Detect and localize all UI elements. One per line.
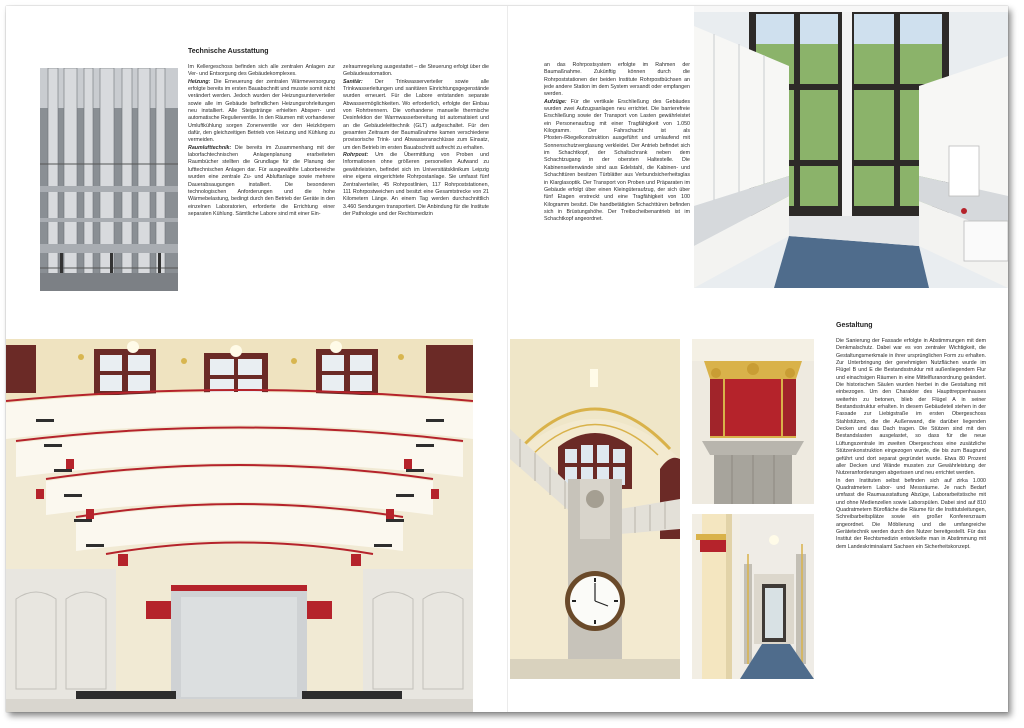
section-title-technik: Technische Ausstattung bbox=[188, 48, 269, 55]
photo-column-capital bbox=[692, 339, 814, 504]
paragraph: Raumlufttechnik: Die bereits im Zusammenhang mit der laborfachtechnischen Anlagenplanung erarbeiteten Raumbücher stellten die Grundlage für die Planung der lufttechnischen Anlagen dar. Für ausgewählte Laborbereiche wurden eine zentrale Zu- und Abluftanlage sowie mehrere Dauerabsaugungen installiert. Die besonderen technologischen Anforderungen und die hohe Wärmebelastung, bedingt durch den Betrieb der Geräte in den einzelnen Laboratorien, erforderte die Errichtung einer separaten Kühlung. Sämtliche Labore sind mit einer Ein- bbox=[188, 144, 335, 217]
text-column-2 bbox=[343, 64, 489, 296]
right-page bbox=[508, 6, 1008, 712]
text-column-4 bbox=[836, 338, 986, 703]
paragraph: Die Sanierung der Fassade erfolgte in Abstimmungen mit dem Denkmalschutz. Dabei war es von zentraler Wichtigkeit, die Gestaltungsmerkmale in ihrer ursprünglichen Form zu erhalten. Zur Unterbringung der genehmigten Nutzflächen wurde im Flügel B und E die Bestandsstruktur mit außenliegendem Flur und einachsigen Räumen in eine Mittelfluranordnung geändert. Die historischen Säulen wurden hierbei in die Gestaltung mit einbezogen. Um den Charakter des Haupttreppenhauses weiterhin zu betonen, blieb der Flügel A in seiner Bestandsstruktur erhalten. In diesem Gebäudeteil stehen in der Fassade zur Liebigstraße im ersten Obergeschoss Stahlstützen, die die Außenwand, die darüber liegenden Decken und das Dach tragen. Die Stützen sind mit den Bestandslasten ausgelastet, so dass für die neue Lüftungszentrale im zweiten Obergeschoss eine zusätzliche Stützenkonstruktion eingezogen wurde, die bis zum Baugrund geführt und dort separat gegründet wurde. Etwa 80 Prozent aller Decken und Wände mussten zur Gewährleistung der Nutzeranforderungen abgerissen und neu errichtet werden. bbox=[836, 338, 986, 477]
text-column-1 bbox=[188, 64, 335, 296]
paragraph: In den Instituten selbst befinden sich auf zirka 1.000 Quadratmetern Labor- und Messräume. Je nach Bedarf umfasst die Raumausstattung Abzüge, Laborarbeitstische mit und ohne Medienzellen sowie Laborspülen. Dabei sind auf 810 Quadratmetern Bürofläche die Räume für die Institutsleitungen, Schreibarbeitsplätze sowie ein großer Konferenzraum angeordnet. Die Möblierung und die umfangreiche Gerätetechnik werden durch den Nutzer bereitgestellt. Für das Institut der Rechtsmedizin entwickelte man in Abstimmung mit dem Landeskriminalamt Sachsen ein Sicherheitskonzept. bbox=[836, 477, 986, 550]
text-column-3 bbox=[544, 62, 690, 298]
paragraph: Im Kellergeschoss befinden sich alle zentralen Anlagen zur Ver- und Entsorgung des Gebäudekomplexes. bbox=[188, 64, 335, 78]
photo-corridor bbox=[692, 514, 814, 679]
paragraph: Heizung: Die Erneuerung der zentralen Wärmeversorgung erfolgte bereits im ersten Bauabschnitt und musste somit nicht verändert werden. Jedoch wurden der Heizungsunterverteiler sowie alle im Gebäude befindlichen Heizungsrohrleitungen neu installiert. Alle Steigstränge erhielten Absperr- und automatische Regulierventile. In den Räumen mit vorhandener Umluftkühlung sorgen Zonenventile vor den Heizkörpern dafür, den gleichzeitigen Betrieb von Heizung und Kühlung zu vermeiden. bbox=[188, 78, 335, 144]
paragraph: Sanitär: Der Trinkwasserverteiler sowie alle Trinkwasserleitungen und sanitären Einrichtungsgegenstände wurden erneuert. Für die Labore entstanden separate Abwassermöglichkeiten. Wo erforderlich, erfolgte der Einbau von Rohrtrennern. Die vorhandene manuelle thermische Desinfektion der Warmwasserbereitung ist automatisiert und an die Gebäudeleittechnik (GLT) aufgeschaltet. Für den gesamten Zeitraum der Baumaßnahme kamen verschiedene provisorische Trink- und Abwasseranschlüsse zum Einsatz, um den Betrieb im ersten Bauabschnitt aufrecht zu erhalten. bbox=[343, 78, 489, 151]
paragraph: an das Rohrpostsystem erfolgte im Rahmen der Baumaßnahme. Zukünftig können durch die Rohrpoststationen der beiden Institute Rohrpostbüchsen an jede andere Station im dem System versandt oder empfangen werden. bbox=[544, 62, 690, 98]
photo-lecture-hall bbox=[6, 339, 473, 712]
paragraph: zelraumregelung ausgestattet – die Steuerung erfolgt über die Gebäudeautomation. bbox=[343, 64, 489, 78]
paragraph: Rohrpost: Um die Übermittlung von Proben und Informationen ohne größeren personellen Aufwand zu gewährleisten, befindet sich im Universitätsklinikum Leipzig eine eigens eingerichtete Rohrpostanlage. Sie umfasst fünf Zentralverteiler, 45 Rohrpostlinien, 117 Rohrpoststationen, 111 Rohrpostweichen und besitzt eine Gesamtstrecke von 21 Kilometern Länge. An einem Tag werden durchschnittlich 3.460 Sendungen transportiert. Die Anbindung für die Institute der Pathologie und der Rechtsmedizin bbox=[343, 152, 489, 217]
section-title-gestaltung: Gestaltung bbox=[836, 322, 873, 329]
paragraph: Aufzüge: Für die vertikale Erschließung des Gebäudes wurden zwei Aufzugsanlagen neu errichtet. Die barrierefreie Erschließung sowie der Transport von Lasten gewährleistet ein Personenaufzug mit einer Tragfähigkeit von 1.050 Kilogramm. Der Fahrschacht ist als Pfosten-/Riegelkonstruktion ausgeführt und umlaufend mit Sonnenschutzverglasung verkleidet. Der Antrieb befindet sich im Schachtkopf, der Schaltschrank neben dem Schachtzugang in der obersten Haltestelle. Die Kabinenseitenwände sind aus Edelstahl, die Kabinen- und Schachttüren besitzen Türblätter aus Verbundsicherheitsglas in Klarglasoptik. Der Transport von Proben und Präparaten im Gebäude erfolgt über einen Kleingüteraufzug, der sich über fünf Etagen erstreckt und eine Tragfähigkeit von 100 Kilogramm besitzt. Die handbetätigten Schachttüren befinden sich in Brüstungshöhe. Der Treibscheibenantrieb ist im Schachtkopf angeordnet. bbox=[544, 98, 690, 223]
magazine-spread bbox=[6, 6, 1008, 712]
photo-laboratory bbox=[694, 6, 1008, 288]
photo-basement-pipes bbox=[40, 68, 178, 291]
photo-stairwell-clock bbox=[510, 339, 680, 679]
left-page bbox=[6, 6, 508, 712]
